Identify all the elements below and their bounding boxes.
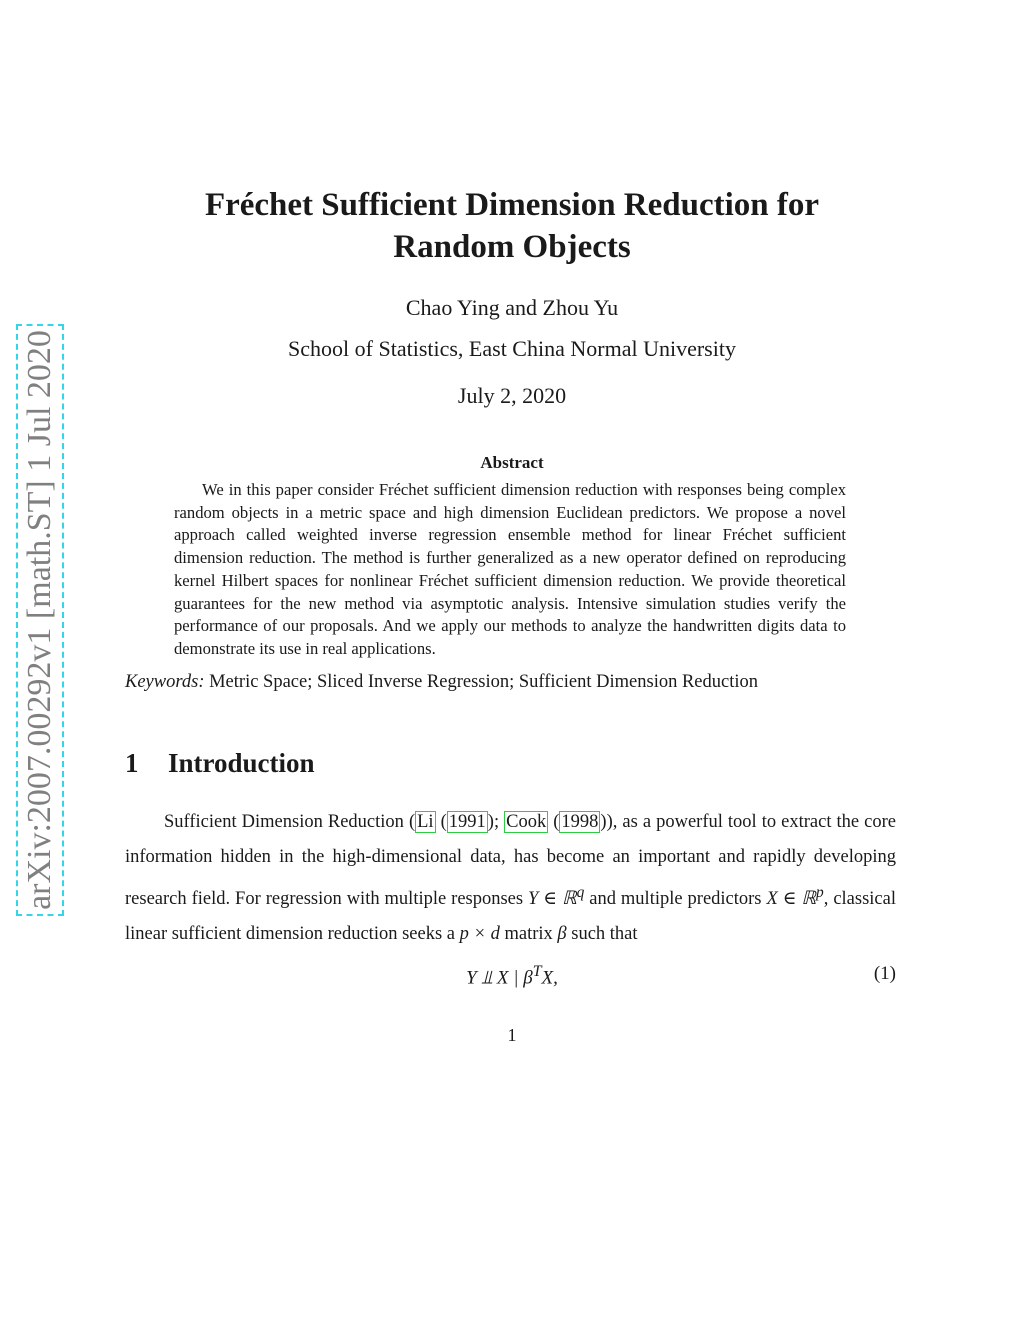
equation-rhs: X, bbox=[541, 967, 558, 989]
equation-1 bbox=[0, 963, 1024, 989]
title-line-1: Fréchet Sufficient Dimension Reduction for bbox=[204, 187, 820, 223]
arxiv-stamp-text: arXiv:2007.00292v1 [math.ST] 1 Jul 2020 bbox=[21, 330, 58, 910]
title-line-2: Random Objects bbox=[393, 229, 631, 265]
text-run: matrix bbox=[499, 924, 558, 945]
text-run: ); bbox=[487, 812, 505, 832]
math-text: X ∈ ℝ bbox=[766, 889, 817, 910]
page-number: 1 bbox=[507, 1025, 517, 1045]
abstract-text: We in this paper consider Fréchet sufficient dimension reduction with responses being complex random objects in a metric space and high dimension Euclidean predictors. We propose a novel approach called weighted inverse regression ensemble method for linear Fréchet sufficient dimension reduction. The method is further generalized as a new operator defined on reproducing kernel Hilbert spaces for nonlinear Fréchet sufficient dimension reduction. We provide theoretical guarantees for the new method via asymptotic analysis. Intensive simulation studies verify the performance of our proposals. And we apply our methods to analyze the handwritten digits data to demonstrate its use in real applications. bbox=[174, 480, 846, 658]
affiliation: School of Statistics, East China Normal University bbox=[288, 336, 736, 361]
equation-lhs: Y ⫫ X | β bbox=[466, 967, 533, 989]
citation-link-cook[interactable]: Cook bbox=[506, 812, 547, 832]
citation-link-1991[interactable]: 1991 bbox=[448, 812, 486, 832]
math-sup: p bbox=[816, 884, 824, 901]
abstract-heading: Abstract bbox=[480, 453, 544, 472]
arxiv-stamp-link[interactable] bbox=[16, 324, 64, 916]
section-heading bbox=[125, 748, 315, 779]
equation-number: (1) bbox=[873, 963, 896, 984]
citation-link-li[interactable]: Li bbox=[417, 812, 434, 832]
equation-sup: T bbox=[532, 963, 542, 980]
section-title: Introduction bbox=[168, 748, 315, 778]
math-sup: q bbox=[576, 884, 585, 901]
math-beta: β bbox=[557, 924, 567, 945]
text-run: )), as a powerful tool to extract the core information hidden in the high-dimensional data, has become an important and rapidly developing research field. For regression with multiple responses bbox=[125, 812, 896, 910]
math-text: Y ∈ ℝ bbox=[528, 889, 577, 910]
keywords bbox=[125, 672, 905, 693]
keywords-label: Keywords: bbox=[125, 672, 205, 692]
intro-paragraph bbox=[125, 805, 896, 952]
text-run: such that bbox=[566, 924, 638, 945]
math-x-in-rp bbox=[766, 884, 824, 910]
math-y-in-rq bbox=[528, 884, 585, 910]
text-run: ( bbox=[435, 812, 447, 832]
text-run: ( bbox=[548, 812, 560, 832]
keywords-text: Metric Space; Sliced Inverse Regression; Sufficient Dimension Reduction bbox=[209, 672, 758, 692]
text-run: and multiple predictors bbox=[584, 889, 767, 910]
math-p-times-d: p × d bbox=[459, 924, 500, 945]
text-run: Sufficient Dimension Reduction ( bbox=[164, 812, 416, 832]
date: July 2, 2020 bbox=[457, 383, 567, 408]
text-run: , classical linear sufficient dimension reduction seeks a bbox=[125, 889, 896, 945]
section-number: 1 bbox=[125, 748, 139, 778]
authors: Chao Ying and Zhou Yu bbox=[405, 295, 619, 320]
citation-link-1998[interactable]: 1998 bbox=[561, 812, 599, 832]
paper-title bbox=[0, 184, 1024, 268]
